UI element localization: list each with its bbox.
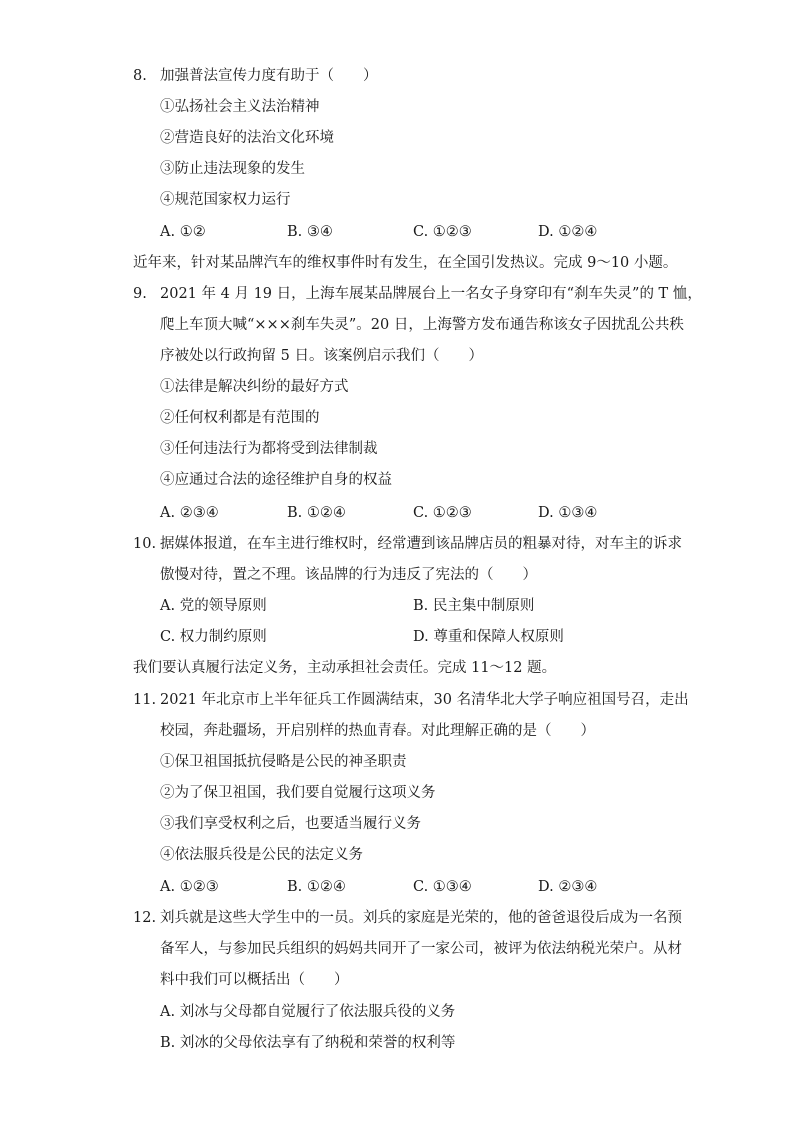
q10-stem-line: 据媒体报道，在车主进行维权时，经常遭到该品牌店员的粗暴对待，对车主的诉求 bbox=[160, 536, 682, 552]
q11-item: ④依法服兵役是公民的法定义务 bbox=[160, 847, 363, 863]
q12-stem-line: 料中我们可以概括出（ ） bbox=[160, 972, 349, 988]
q8-item: ①弘扬社会主义法治精神 bbox=[160, 99, 320, 115]
q10-stem-line: 傲慢对待，置之不理。该品牌的行为违反了宪法的（ ） bbox=[160, 567, 537, 583]
section-intro: 近年来，针对某品牌汽车的维权事件时有发生，在全国引发热议。完成 9～10 小题。 bbox=[133, 255, 678, 271]
q9-option-b: B. ①②④ bbox=[287, 505, 346, 521]
q11-option-d: D. ②③④ bbox=[538, 879, 598, 895]
q11-number: 11. bbox=[133, 692, 157, 708]
q9-option-d: D. ①③④ bbox=[538, 505, 598, 521]
q9-item: ②任何权利都是有范围的 bbox=[160, 410, 320, 426]
q9-stem-line: 序被处以行政拘留 5 日。该案例启示我们（ ） bbox=[160, 348, 483, 364]
q8-number: 8. bbox=[133, 68, 147, 84]
q10-number: 10. bbox=[133, 536, 157, 552]
q10-option-d: D. 尊重和保障人权原则 bbox=[413, 629, 564, 645]
q11-option-b: B. ①②④ bbox=[287, 879, 346, 895]
q8-option-b: B. ③④ bbox=[287, 224, 333, 240]
q9-stem-line: 爬上车顶大喊“×××刹车失灵”。20 日，上海警方发布通告称该女子因扰乱公共秩 bbox=[160, 317, 684, 333]
q11-stem-line: 校园，奔赴疆场，开启别样的热血青春。对此理解正确的是（ ） bbox=[160, 723, 595, 739]
q11-item: ③我们享受权利之后，也要适当履行义务 bbox=[160, 816, 421, 832]
q11-option-c: C. ①③④ bbox=[413, 879, 472, 895]
section-intro: 我们要认真履行法定义务，主动承担社会责任。完成 11～12 题。 bbox=[133, 660, 557, 676]
q9-number: 9. bbox=[133, 286, 147, 302]
q11-item: ①保卫祖国抵抗侵略是公民的神圣职责 bbox=[160, 754, 407, 770]
q9-option-a: A. ②③④ bbox=[160, 505, 219, 521]
q12-option-b: B. 刘冰的父母依法享有了纳税和荣誉的权利等 bbox=[160, 1035, 456, 1051]
q10-option-a: A. 党的领导原则 bbox=[160, 598, 267, 614]
q8-item: ③防止违法现象的发生 bbox=[160, 161, 305, 177]
q8-option-c: C. ①②③ bbox=[413, 224, 472, 240]
q12-stem-line: 备军人，与参加民兵组织的妈妈共同开了一家公司，被评为依法纳税光荣户。从材 bbox=[160, 941, 682, 957]
q9-item: ③任何违法行为都将受到法律制裁 bbox=[160, 441, 378, 457]
q12-number: 12. bbox=[133, 910, 157, 926]
q8-stem: 加强普法宣传力度有助于（ ） bbox=[160, 68, 378, 84]
q9-option-c: C. ①②③ bbox=[413, 505, 472, 521]
q10-option-c: C. 权力制约原则 bbox=[160, 629, 267, 645]
q12-option-a: A. 刘冰与父母都自觉履行了依法服兵役的义务 bbox=[160, 1004, 456, 1020]
q11-option-a: A. ①②③ bbox=[160, 879, 219, 895]
q11-item: ②为了保卫祖国，我们要自觉履行这项义务 bbox=[160, 785, 436, 801]
q12-stem-line: 刘兵就是这些大学生中的一员。刘兵的家庭是光荣的，他的爸爸退役后成为一名预 bbox=[160, 910, 682, 926]
q9-item: ④应通过合法的途径维护自身的权益 bbox=[160, 472, 392, 488]
q8-item: ②营造良好的法治文化环境 bbox=[160, 130, 334, 146]
q9-stem-line: 2021 年 4 月 19 日，上海车展某品牌展台上一名女子身穿印有“刹车失灵”的 T 恤， bbox=[160, 286, 702, 302]
q9-item: ①法律是解决纠纷的最好方式 bbox=[160, 379, 349, 395]
q8-option-d: D. ①②④ bbox=[538, 224, 598, 240]
q10-option-b: B. 民主集中制原则 bbox=[413, 598, 535, 614]
q8-item: ④规范国家权力运行 bbox=[160, 192, 291, 208]
q11-stem-line: 2021 年北京市上半年征兵工作圆满结束，30 名清华北大学子响应祖国号召，走出 bbox=[160, 692, 689, 708]
q8-option-a: A. ①② bbox=[160, 224, 206, 240]
